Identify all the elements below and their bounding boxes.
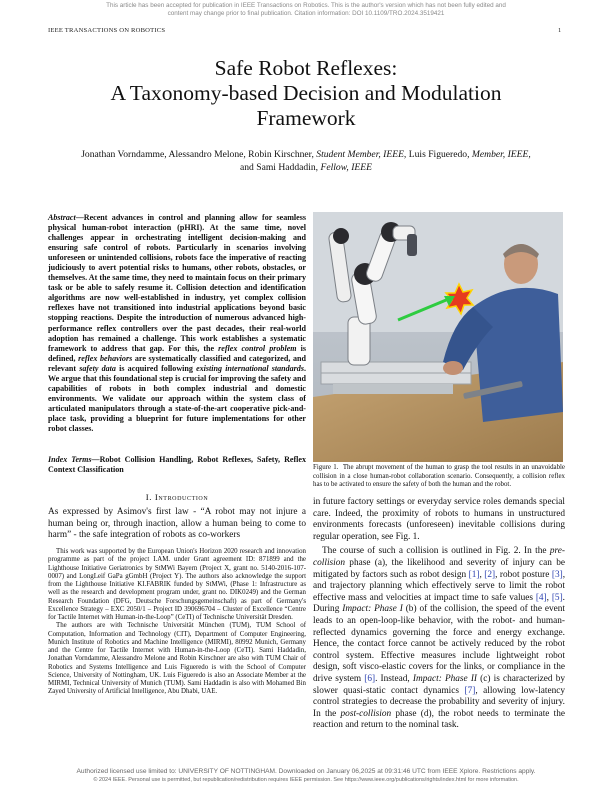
footnote-funding: This work was supported by the European Union's Horizon 2020 research and innovation programme as part of the project I.AM. under Grant agreement ID: 871899 and the Lighthouse Initiative Geriatronics by StMWi Bayern (Project X, grant no. 5140-2016-107-0007) and LongLeif GaPa gGmbH (Project Y). The authors also acknowledge the support from the Lighthouse Initiative KI.FABRIK funded by StMWi, (Phase 1: Infrastructure as well as the research and development program under, grant no. DIK0249) and the German Research Foundation (DFG, Deutsche Forschungsgemeinschaft) as part of Germany's Excellence Strategy – EXC 2050/1 – Project ID 390696704 – Cluster of Excellence “Centre for Tactile Internet with Human-in-the-Loop” (CeTI) of Technische Universität Dresden. [48,548,306,621]
right-paragraph-2: The course of such a collision is outlined in Fig. 2. In the pre-collision phase (a), the likelihood and severity of injury can be mitigated by factors such as robot design [1], [2], robot posture [3], and trajectory planning which effectively serve to limit the robot effective mass and velocities at impact time to safe values [4], [5]. During Impact: Phase I (b) of the collision, the speed of the event leads to an open-loop-like behavior, with the robot- and human-reflected dynamics governing the force and energy exchange. Hence, the contact force cannot be actively reduced by the robot control system. Effective measures include lightweight robot design, soft visco-elastic covers for the links, or compliance in the drive system [6]. Instead, Impact: Phase II (c) is characterized by slower quasi-static contact dynamics [7], allowing low-latency control strategies to decrease the probability and severity of injury. In the post-collision phase (d), the robot needs to terminate the reaction and return to the nominal task. [313,546,566,731]
author-role-c: Fellow, IEEE [320,162,372,173]
author-list [40,148,572,174]
rp2-text-f: . During [313,592,565,615]
rp2-text-e: , and trajectory planning which effectively serve to limit the robot effective mass and velocities at impact time to safe values [313,569,566,603]
abstract-term-1: reflex control problem [218,343,297,353]
figure-1-caption [313,464,565,490]
banner-line-1: This article has been accepted for publication in IEEE Transactions on Robotics. This is the author's version which has not been fully edited and [106,2,506,9]
rp2-impact-phase-1: Impact: Phase I [342,604,403,615]
citation-5[interactable]: [5] [551,592,563,603]
abstract-label: Abstract [48,213,76,222]
abstract [48,213,306,434]
footer-line-2: © 2024 IEEE. Personal use is permitted, but republication/redistribution requires IEEE permission. See https://www.ieee.org/publications/rights/index.html for more information. [93,777,519,783]
rp2-text-a: The course of such a collision is outlined in Fig. 2. In the [322,546,550,557]
right-column-text [313,497,565,735]
citation-3[interactable]: [3] [551,569,563,580]
human-hand [443,361,463,375]
banner-line-2: content may change prior to final publication. Citation information: DOI 10.1109/TRO.2024.3519421 [167,10,445,17]
index-terms-label: Index Terms [48,455,92,464]
citation-7[interactable]: [7] [464,685,476,696]
author-names-b: Luis Figueredo, [406,149,472,160]
index-terms [48,455,306,475]
abstract-term-2: reflex behaviors [78,353,133,363]
abstract-term-3: safety data [79,363,116,373]
rp2-text-k: phase (d), the robot needs to terminate the reaction and return to the nominal task. [313,708,565,731]
citation-6[interactable]: [6] [364,673,376,684]
abstract-text-1: —Recent advances in control and planning allow for seamless physical human-robot interaction (pHRI). At the same time, novel challenges appear in orchestrating intelligent decision-making and ensuring safe control of robots. Particularly in scenarios involving unforeseen or unintended collisions, robots face the imperative of reacting judiciously to avert potential risks to humans, other robots, obstacles, or themselves. At the same time, they need to maintain focus on their primary task or be able to safely resume it. Collision detection and identification algorithms are now well-established in industry, yet complex collision reflexes have not transitioned into industrial applications beyond basic stopping reactions. Despite the introduction of numerous advanced high-performance reflex controllers over the past decades, their real-world adoption has remained a challenge. This work establishes a systematic framework to address that gap. For this, the [48,213,306,353]
index-terms-text: —Robot Collision Handling, Robot Reflexes, Safety, Reflex Context Classification [48,455,306,474]
rp2-text-h: . Instead, [375,673,413,684]
author-names-a: Jonathan Vorndamme, Alessandro Melone, Robin Kirschner, [81,149,317,160]
figure-1-photo [313,212,563,462]
right-paragraph-1: in future factory settings or everyday service roles demands special care. Indeed, the proximity of robots to humans in unstructured environments forecasts (unforeseen) inevitable collisions during regular operation, see Fig. 1. [313,497,565,542]
rp2-text-j: , allowing low-latency control strategies to decrease the probability and severity of injury. In the [313,685,565,719]
intro-paragraph: As expressed by Asimov's first law - “A robot may not injure a human being or, through inaction, allow a human being to come to harm” - the safe integration of robots as co-workers [48,507,306,541]
caption-label: Figure 1. [313,464,339,471]
aluminium-frame-lower [333,384,453,394]
page-number: 1 [558,27,562,34]
robot-gripper [407,234,417,256]
section-title: Introduction [154,492,209,502]
rp2-text-i: (c) is characterized by slower quasi-static contact dynamics [313,673,565,696]
citation-1[interactable]: [1] [468,569,480,580]
journal-header: IEEE TRANSACTIONS ON ROBOTICS [48,27,166,34]
human-shirt [473,288,563,422]
abstract-text-4: is acquired following [115,363,197,373]
figure-1-illustration [313,212,563,462]
footnote [48,548,306,697]
title-line-3: Framework [256,106,356,130]
abstract-text-3: are systematically classified and categorized, and relevant [48,353,306,373]
caption-text: The abrupt movement of the human to grasp the tool results in an unavoidable collision in a close human-robot collaboration scenario. Consequently, a collision reflex has to be activated to ensure the safety of both the human and the robot. [313,464,565,489]
paper-title [60,56,552,131]
rp2-impact-phase-2: Impact: Phase II [412,673,478,684]
author-role-b: Member, IEEE, [471,149,531,160]
title-line-1: Safe Robot Reflexes: [214,56,398,80]
footnote-affiliations: The authors are with Technische Universität München (TUM), TUM School of Computation, Information and Technology (CIT), Department of Computer Engineering, Munich Institute of Robotics and Machine Intelligence (MIRMI), 80992 Munich, Germany and the Centre for Tactile Internet with Human-in-the-Loop (CeTI). Sami Haddadin, Jonathan Vorndamme, Alessandro Melone and Robin Kirschner are also with TUM Chair of Robotics and Systems Intelligence and Luis Figueredo is with the School of Computer Science, University of Nottingham, UK. Luis Figueredo is also an Associate Member at the MIRMI, Technical University of Munich (TUM). Sami Haddadin is also with Mohamed Bin Zayed University of Artificial Intelligence, Abu Dhabi, UAE. [48,622,306,696]
rp2-pre-collision: pre-collision [313,546,565,568]
rp2-text-c: , [479,569,485,580]
accepted-banner [0,2,612,18]
license-footer [0,767,612,784]
author-names-c: and Sami Haddadin, [240,162,321,173]
section-number: I. [145,492,153,502]
footer-line-1: Authorized licensed use limited to: UNIVERSITY OF NOTTINGHAM. Downloaded on January 06,2025 at 09:31:46 UTC from IEEE Xplore. Restrictions apply. [76,768,536,775]
author-role-a: Student Member, IEEE, [316,149,407,160]
citation-4[interactable]: [4] [535,592,547,603]
rp2-text-b: phase (a), the likelihood and severity of injury can be mitigated by factors such as robot design [313,557,565,580]
abstract-text-5: . We argue that this foundational step is crucial for improving the safety and capabilities of robots in both complex industrial and domestic environments. We validate our approach within the system class of articulated manipulators through a state-of-the-art cooperative pick-and-place task, providing a blueprint for future implementations for other robot classes. [48,363,306,433]
abstract-term-4: existing international standards [196,363,304,373]
rp2-text-g: (b) of the collision, the speed of the event leads to an open-loop-like behavior, with the robot- and human-reflected dynamics governing the force and energy exchange. Hence, the contact force cannot be actively reduced by the robot control system. Effective measures include lightweight robot design, soft visco-elastic covers for the links, or compliance in the drive system [313,604,565,684]
rp2-post-collision: post-collision [340,708,392,719]
abstract-text-2: is defined, [48,343,306,363]
citation-2[interactable]: [2] [484,569,496,580]
rp2-text-d: , robot posture [495,569,552,580]
title-line-2: A Taxonomy-based Decision and Modulation [110,81,502,105]
section-heading [48,492,306,502]
